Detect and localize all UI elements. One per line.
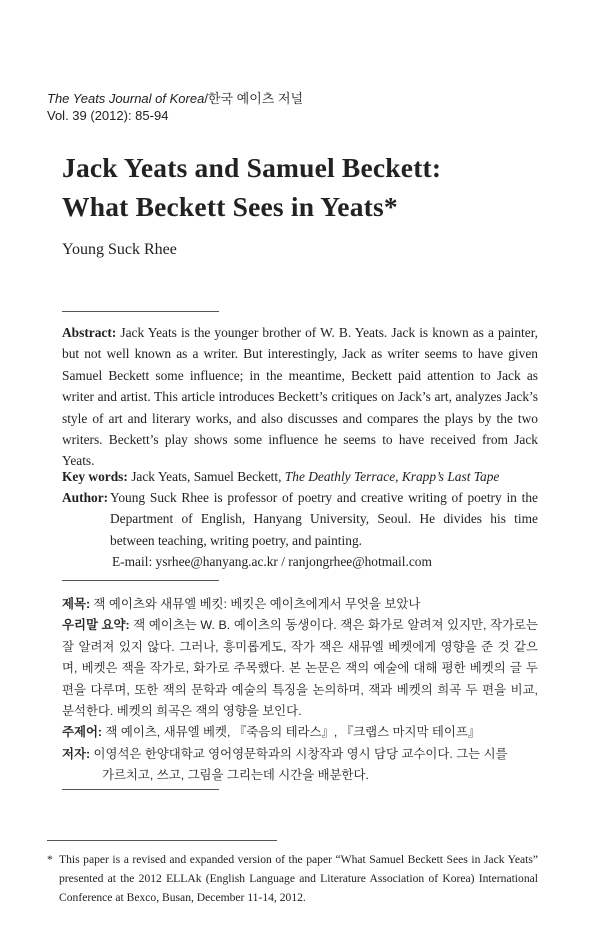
korean-keywords-label: 주제어: [62, 725, 103, 740]
korean-title-text: 잭 예이츠와 새뮤엘 베킷: 베킷은 예이츠에게서 무엇을 보았나 [90, 597, 421, 611]
keywords-label: Key words: [62, 469, 128, 484]
journal-title-en: The Yeats Journal of Korea [47, 91, 205, 106]
journal-title-line [47, 90, 303, 107]
korean-abstract-label: 우리말 요약: [62, 618, 130, 633]
korean-author-label: 저자: [62, 746, 91, 761]
divider-top [62, 311, 219, 312]
article-title-line2: What Beckett Sees in Yeats* [62, 191, 398, 222]
author-info [62, 487, 538, 573]
author-info-text: Young Suck Rhee is professor of poetry and creative writing of poetry in the Department of English, Hanyang University, Seoul. He divides his time between teaching, writing poetry, and painting. [110, 490, 538, 548]
korean-author-text: 이영석은 한양대학교 영어영문학과의 시창작과 영시 담당 교수이다. 그는 시를 [90, 746, 508, 761]
korean-title-label: 제목: [62, 597, 91, 611]
footnote-text: This paper is a revised and expanded version of the paper “What Samuel Beckett Sees in Jack Yeats” presented at the 2012 ELLAk (English Language and Literature Association of Korea) International Conference at Bexco, Busan, December 11-14, 2012. [59, 853, 538, 904]
footnote-rule [47, 840, 277, 841]
author-email: E-mail: ysrhee@hanyang.ac.kr / ranjongrhee@hotmail.com [112, 554, 432, 570]
korean-author [62, 744, 538, 765]
korean-abstract-text: 잭 예이츠는 W. B. 예이츠의 동생이다. 잭은 화가로 알려져 있지만, 작가로는 잘 알려져 있지 않다. 그러나, 흥미롭게도, 작가 잭은 새뮤엘 베켓에게 영향을 준 것 같으며, 베켓은 잭을 작가로, 화가로 주목했다. 본 논문은 잭의 예술에 대해 평한 베켓의 글 두 편을 다루며, 또한 잭의 문학과 예술의 특징을 논의하며, 잭과 베켓의 희곡 두 편을 비교, 분석한다. 베켓의 희곡은 잭의 영향을 보인다. [62, 618, 538, 719]
abstract-text: Jack Yeats is the younger brother of W. B. Yeats. Jack is known as a painter, but not well known as a writer. But interestingly, Jack as writer seems to have given Samuel Beckett some influence; in the meantime, Beckett paid attention to Jack as writer and artist. This article introduces Beckett’s critiques on Jack’s art, analyzes Jack’s style of art and literary works, and also discusses and compares the plays by the two writers. Beckett’s play shows some influence he seems to have received from Jack Yeats. [62, 325, 538, 469]
article-title-line1: Jack Yeats and Samuel Beckett: [62, 152, 442, 183]
korean-abstract [62, 615, 538, 722]
journal-title-ko: /한국 예이츠 저널 [204, 91, 304, 106]
article-title [62, 148, 441, 226]
korean-title [62, 594, 538, 615]
abstract [62, 322, 538, 472]
journal-header [47, 90, 303, 124]
footnote [47, 850, 538, 907]
keywords-sep: , [395, 469, 402, 484]
divider-middle [62, 580, 219, 581]
korean-summary [62, 594, 538, 787]
divider-bottom [62, 789, 219, 790]
korean-author-cont: 가르치고, 쓰고, 그림을 그리는데 시간을 배분한다. [102, 768, 369, 783]
korean-keywords [62, 722, 538, 743]
keywords-work1: The Deathly Terrace [284, 469, 396, 484]
author-info-label: Author: [62, 490, 109, 505]
footnote-mark: * [47, 853, 53, 866]
keywords-work2: Krapp’s Last Tape [401, 469, 500, 484]
journal-volume: Vol. 39 (2012): 85-94 [47, 108, 169, 123]
abstract-label: Abstract: [62, 325, 117, 340]
korean-keywords-text: 잭 예이츠, 새뮤엘 베켓, 『죽음의 테라스』, 『크랩스 마지막 테이프』 [102, 725, 481, 740]
article-author: Young Suck Rhee [62, 241, 177, 258]
keywords [62, 466, 538, 487]
keywords-plain: Jack Yeats, Samuel Beckett, [131, 469, 285, 484]
